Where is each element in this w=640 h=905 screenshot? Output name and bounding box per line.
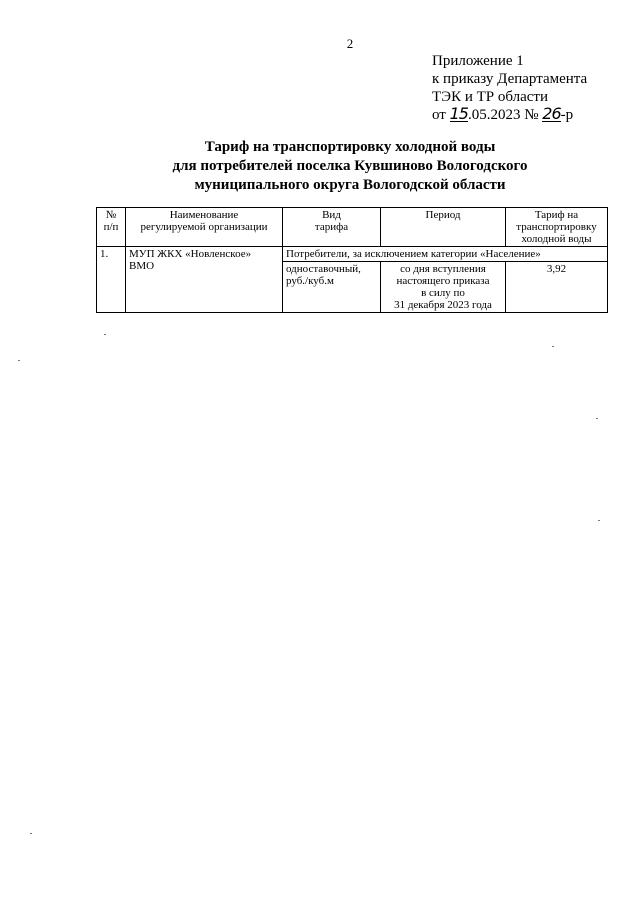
page-number: 2 (346, 36, 354, 51)
table-header-row (97, 208, 608, 247)
appendix-line-1: Приложение 1 (432, 53, 524, 69)
appendix-line-2: к приказу Департамента (432, 71, 588, 87)
table-row (97, 247, 608, 262)
header-tariff-type-line-1: Вид (322, 209, 341, 221)
row-period (381, 262, 506, 313)
appendix-date-line (432, 106, 632, 124)
document-title (130, 138, 570, 195)
row-organization (126, 247, 283, 313)
row-consumer-category: Потребители, за исключением категории «Население» (283, 247, 608, 262)
row-tariff-type-line-2: руб./куб.м (286, 275, 334, 287)
scan-speck (552, 346, 554, 347)
row-period-line-3: в силу по (421, 287, 465, 299)
header-number-line-2: п/п (103, 221, 119, 233)
appendix-line-3: ТЭК и ТР области (432, 89, 548, 105)
header-period (381, 208, 506, 247)
scan-speck (18, 360, 20, 361)
scan-speck (596, 418, 598, 419)
header-number (97, 208, 126, 247)
row-period-line-2: настоящего приказа (396, 275, 490, 287)
tariff-table (96, 207, 608, 313)
header-organization-line-2: регулируемой организации (140, 221, 268, 233)
title-line-2: для потребителей поселка Кувшиново Вологодского (172, 158, 528, 174)
scan-speck (30, 833, 32, 834)
header-tariff-value (506, 208, 608, 247)
date-rest: .05.2023 № (467, 107, 539, 123)
handwritten-day: 15 (449, 104, 468, 123)
row-number: 1. (97, 247, 126, 313)
order-number-suffix: -р (560, 107, 574, 123)
date-prefix: от (432, 107, 446, 123)
row-organization-line-2: ВМО (129, 260, 155, 272)
appendix-block (432, 52, 632, 124)
row-organization-line-1: МУП ЖКХ «Новленское» (129, 248, 252, 260)
header-tariff-value-line-3: холодной воды (521, 233, 592, 245)
title-line-3: муниципального округа Вологодской области (194, 177, 506, 193)
header-organization (126, 208, 283, 247)
row-period-line-4: 31 декабря 2023 года (394, 299, 492, 311)
handwritten-order-number: 26 (542, 104, 561, 123)
header-organization-line-1: Наименование (169, 209, 239, 221)
title-line-1: Тариф на транспортировку холодной воды (204, 139, 496, 155)
row-period-line-1: со дня вступления (400, 263, 486, 275)
header-tariff-type-line-2: тарифа (314, 221, 349, 233)
scan-speck (104, 334, 106, 335)
row-tariff-type-line-1: одноставочный, (286, 263, 361, 275)
header-period-label: Период (425, 209, 461, 221)
row-tariff-value: 3,92 (506, 262, 608, 313)
row-tariff-type (283, 262, 381, 313)
header-tariff-value-line-1: Тариф на (534, 209, 579, 221)
header-number-line-1: № (105, 209, 117, 221)
scan-speck (598, 520, 600, 521)
header-tariff-type (283, 208, 381, 247)
header-tariff-value-line-2: транспортировку (516, 221, 597, 233)
